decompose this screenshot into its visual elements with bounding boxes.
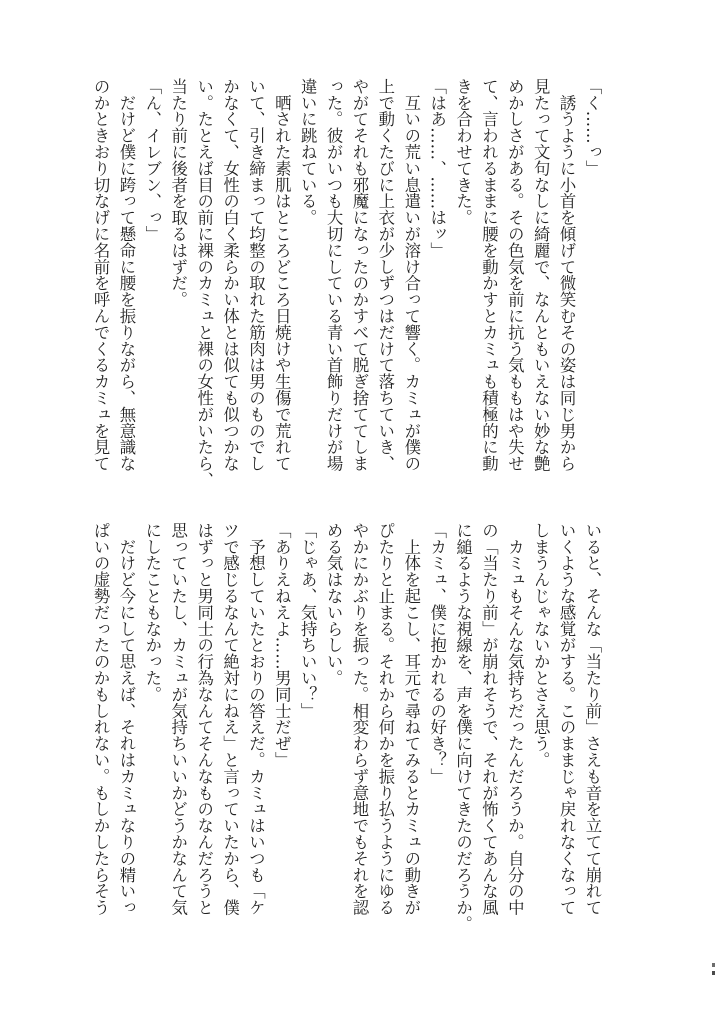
text-column: はずっと男同士の行為なんてそんなものなんだろうと [194, 522, 214, 916]
text-column: 「ん、イレブン、っ」 [142, 78, 162, 242]
text-column: しまうんじゃないかとさえ思う。 [531, 522, 551, 768]
text-column: だけど僕に跨って懸命に腰を振りながら、無意識な [116, 78, 136, 472]
text-column: 「ありえねえよ……男同士だぜ」 [272, 522, 292, 768]
text-column: のかときおり切なげに名前を呼んでくるカミュを見て [91, 78, 111, 472]
upper-text-block [87, 78, 605, 488]
text-column: 晒された素肌はところどころ日焼けや生傷で荒れて [272, 78, 292, 472]
text-column: める気はないらしい。 [324, 522, 344, 686]
lower-text-block [87, 522, 605, 932]
text-column: 「じゃあ、気持ちいい？」 [298, 522, 318, 719]
text-column: て、言われるままに腰を動かすとカミュも積極的に動 [479, 78, 499, 472]
text-column: ツで感じるなんて絶対にねえ」と言っていたから、僕 [220, 522, 240, 916]
text-column: やかにかぶりを振った。相変わらず意地でもそれを認 [349, 522, 369, 916]
text-column: 互いの荒い息遣いが溶け合って響く。カミュが僕の [401, 78, 421, 472]
text-column: かなくて、女性の白く柔らかい体とは似ても似つかな [220, 78, 240, 472]
text-column: だけど今にして思えば、それはカミュなりの精いっ [116, 522, 136, 916]
text-column: 「カミュ、僕に抱かれるの好き？」 [427, 522, 447, 785]
text-column: やがてそれも邪魔になったのかすべて脱ぎ捨ててしま [349, 78, 369, 472]
text-column: 誘うように小首を傾げて微笑むその姿は同じ男から [557, 78, 577, 472]
text-column: の「当たり前」が崩れそうで、それが怖くてあんな風 [479, 522, 499, 916]
text-column: い。たとえば目の前に裸のカミュと裸の女性がいたら、 [194, 78, 214, 488]
page-number-glyph-part [712, 963, 715, 967]
text-column: 違いに跳ねている。 [298, 78, 318, 226]
text-column: 思っていたし、カミュが気持ちいいかどうかなんて気 [168, 522, 188, 916]
text-column: にしたこともなかった。 [142, 522, 162, 703]
text-column: 上で動くたびに上衣が少しずつはだけて落ちていき、 [375, 78, 395, 472]
text-column: きを合わせてきた。 [453, 78, 473, 226]
text-column: った。彼がいつも大切にしている青い首飾りだけが場 [324, 78, 344, 472]
text-column: ぱいの虚勢だったのかもしれない。もしかしたらそう [91, 522, 111, 916]
text-column: 当たり前に後者を取るはずだ。 [168, 78, 188, 308]
text-column: カミュもそんな気持ちだったんだろうか。自分の中 [505, 522, 525, 916]
text-column: 「く……っ」 [583, 78, 602, 177]
page-number-fragment [712, 962, 716, 977]
text-column: 「はあ……、……はッ」 [427, 78, 447, 259]
text-column: 見たって文句なしに綺麗で、なんともいえない妙な艶 [531, 78, 551, 472]
page-number-glyph-part [712, 971, 715, 975]
text-column: に縋るような視線を、声を僕に向けてきたのだろうか。 [453, 522, 473, 932]
text-column: 上体を起こし、耳元で尋ねてみるとカミュの動きが [401, 522, 421, 916]
text-column: いて、引き締まって均整の取れた筋肉は男のものでし [246, 78, 266, 472]
text-column: いると、そんな「当たり前」さえも音を立てて崩れて [583, 522, 602, 916]
text-column: 予想していたとおりの答えだ。カミュはいつも「ケ [246, 522, 266, 916]
text-column: ぴたりと止まる。それから何かを振り払うようにゆる [375, 522, 395, 916]
text-column: めかしさがある。その色気を前に抗う気ももはや失せ [505, 78, 525, 472]
text-column: いくような感覚がする。このままじゃ戻れなくなって [557, 522, 577, 916]
